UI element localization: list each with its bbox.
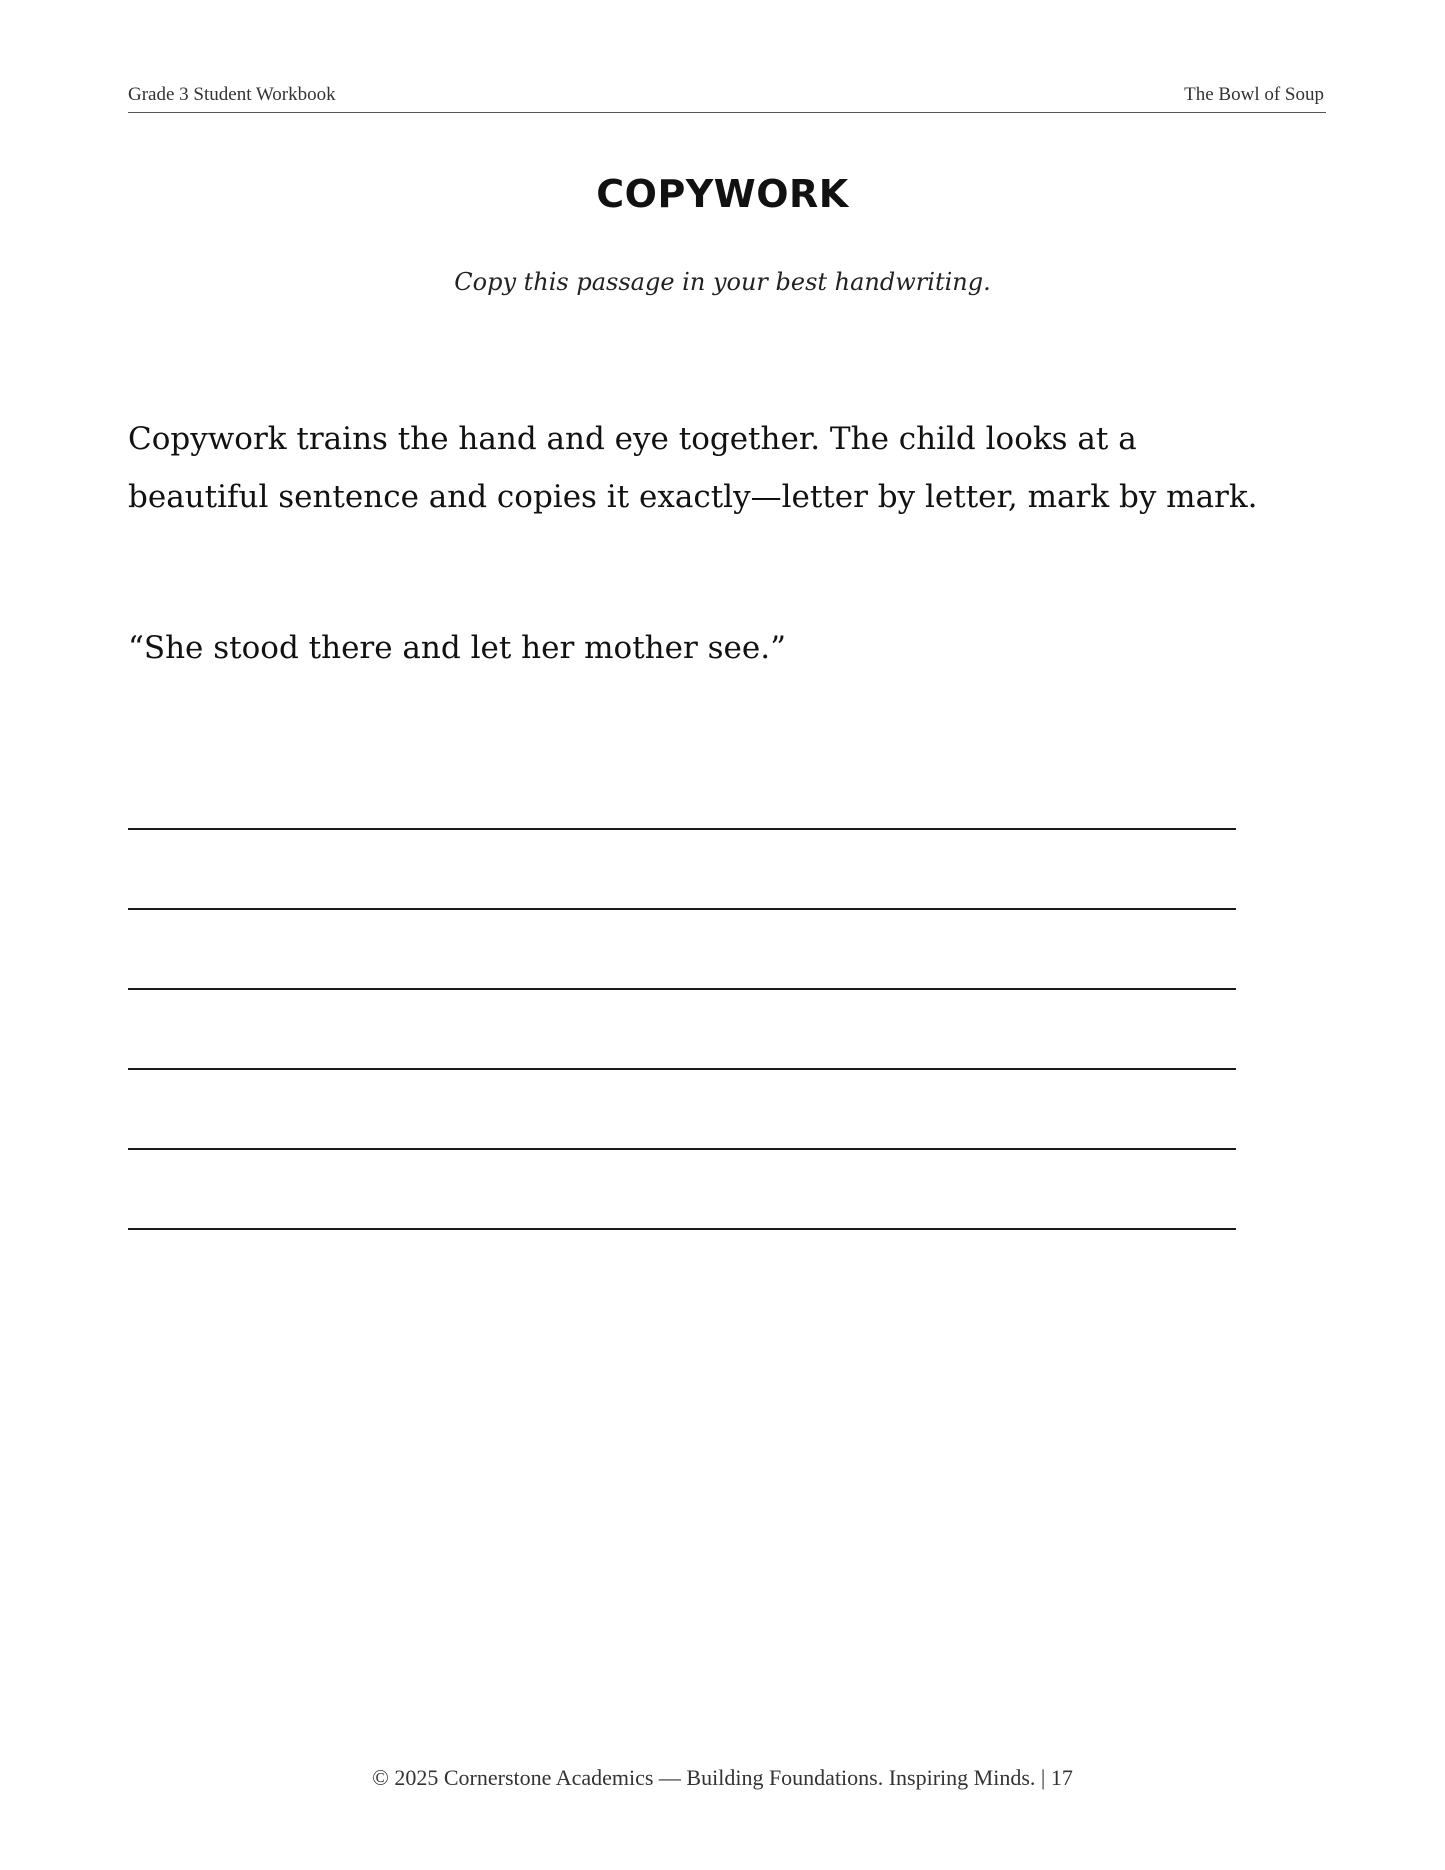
- writing-line[interactable]: [128, 1148, 1236, 1228]
- workbook-label: Grade 3 Student Workbook: [128, 84, 336, 105]
- intro-paragraph: Copywork trains the hand and eye together. The child looks at a beautiful sentence and copies it exactly—letter by letter, mark by mark.: [128, 421, 1258, 515]
- writing-line[interactable]: [128, 1228, 1236, 1308]
- page-title: COPYWORK: [596, 172, 849, 216]
- copy-passage: “She stood there and let her mother see.”: [128, 630, 786, 666]
- writing-line[interactable]: [128, 988, 1236, 1068]
- writing-line[interactable]: [128, 1068, 1236, 1148]
- writing-lines: [128, 828, 1236, 1308]
- page-footer: [0, 1765, 1445, 1791]
- writing-line[interactable]: [128, 828, 1236, 908]
- page-header: [128, 84, 1326, 113]
- copyright-text: © 2025 Cornerstone Academics — Building Foundations. Inspiring Minds.: [372, 1765, 1036, 1790]
- writing-line[interactable]: [128, 908, 1236, 988]
- instruction-text: Copy this passage in your best handwriting.: [454, 268, 991, 296]
- page-number: 17: [1050, 1765, 1073, 1790]
- footer-separator: |: [1040, 1765, 1046, 1790]
- story-title-label: The Bowl of Soup: [1184, 84, 1324, 105]
